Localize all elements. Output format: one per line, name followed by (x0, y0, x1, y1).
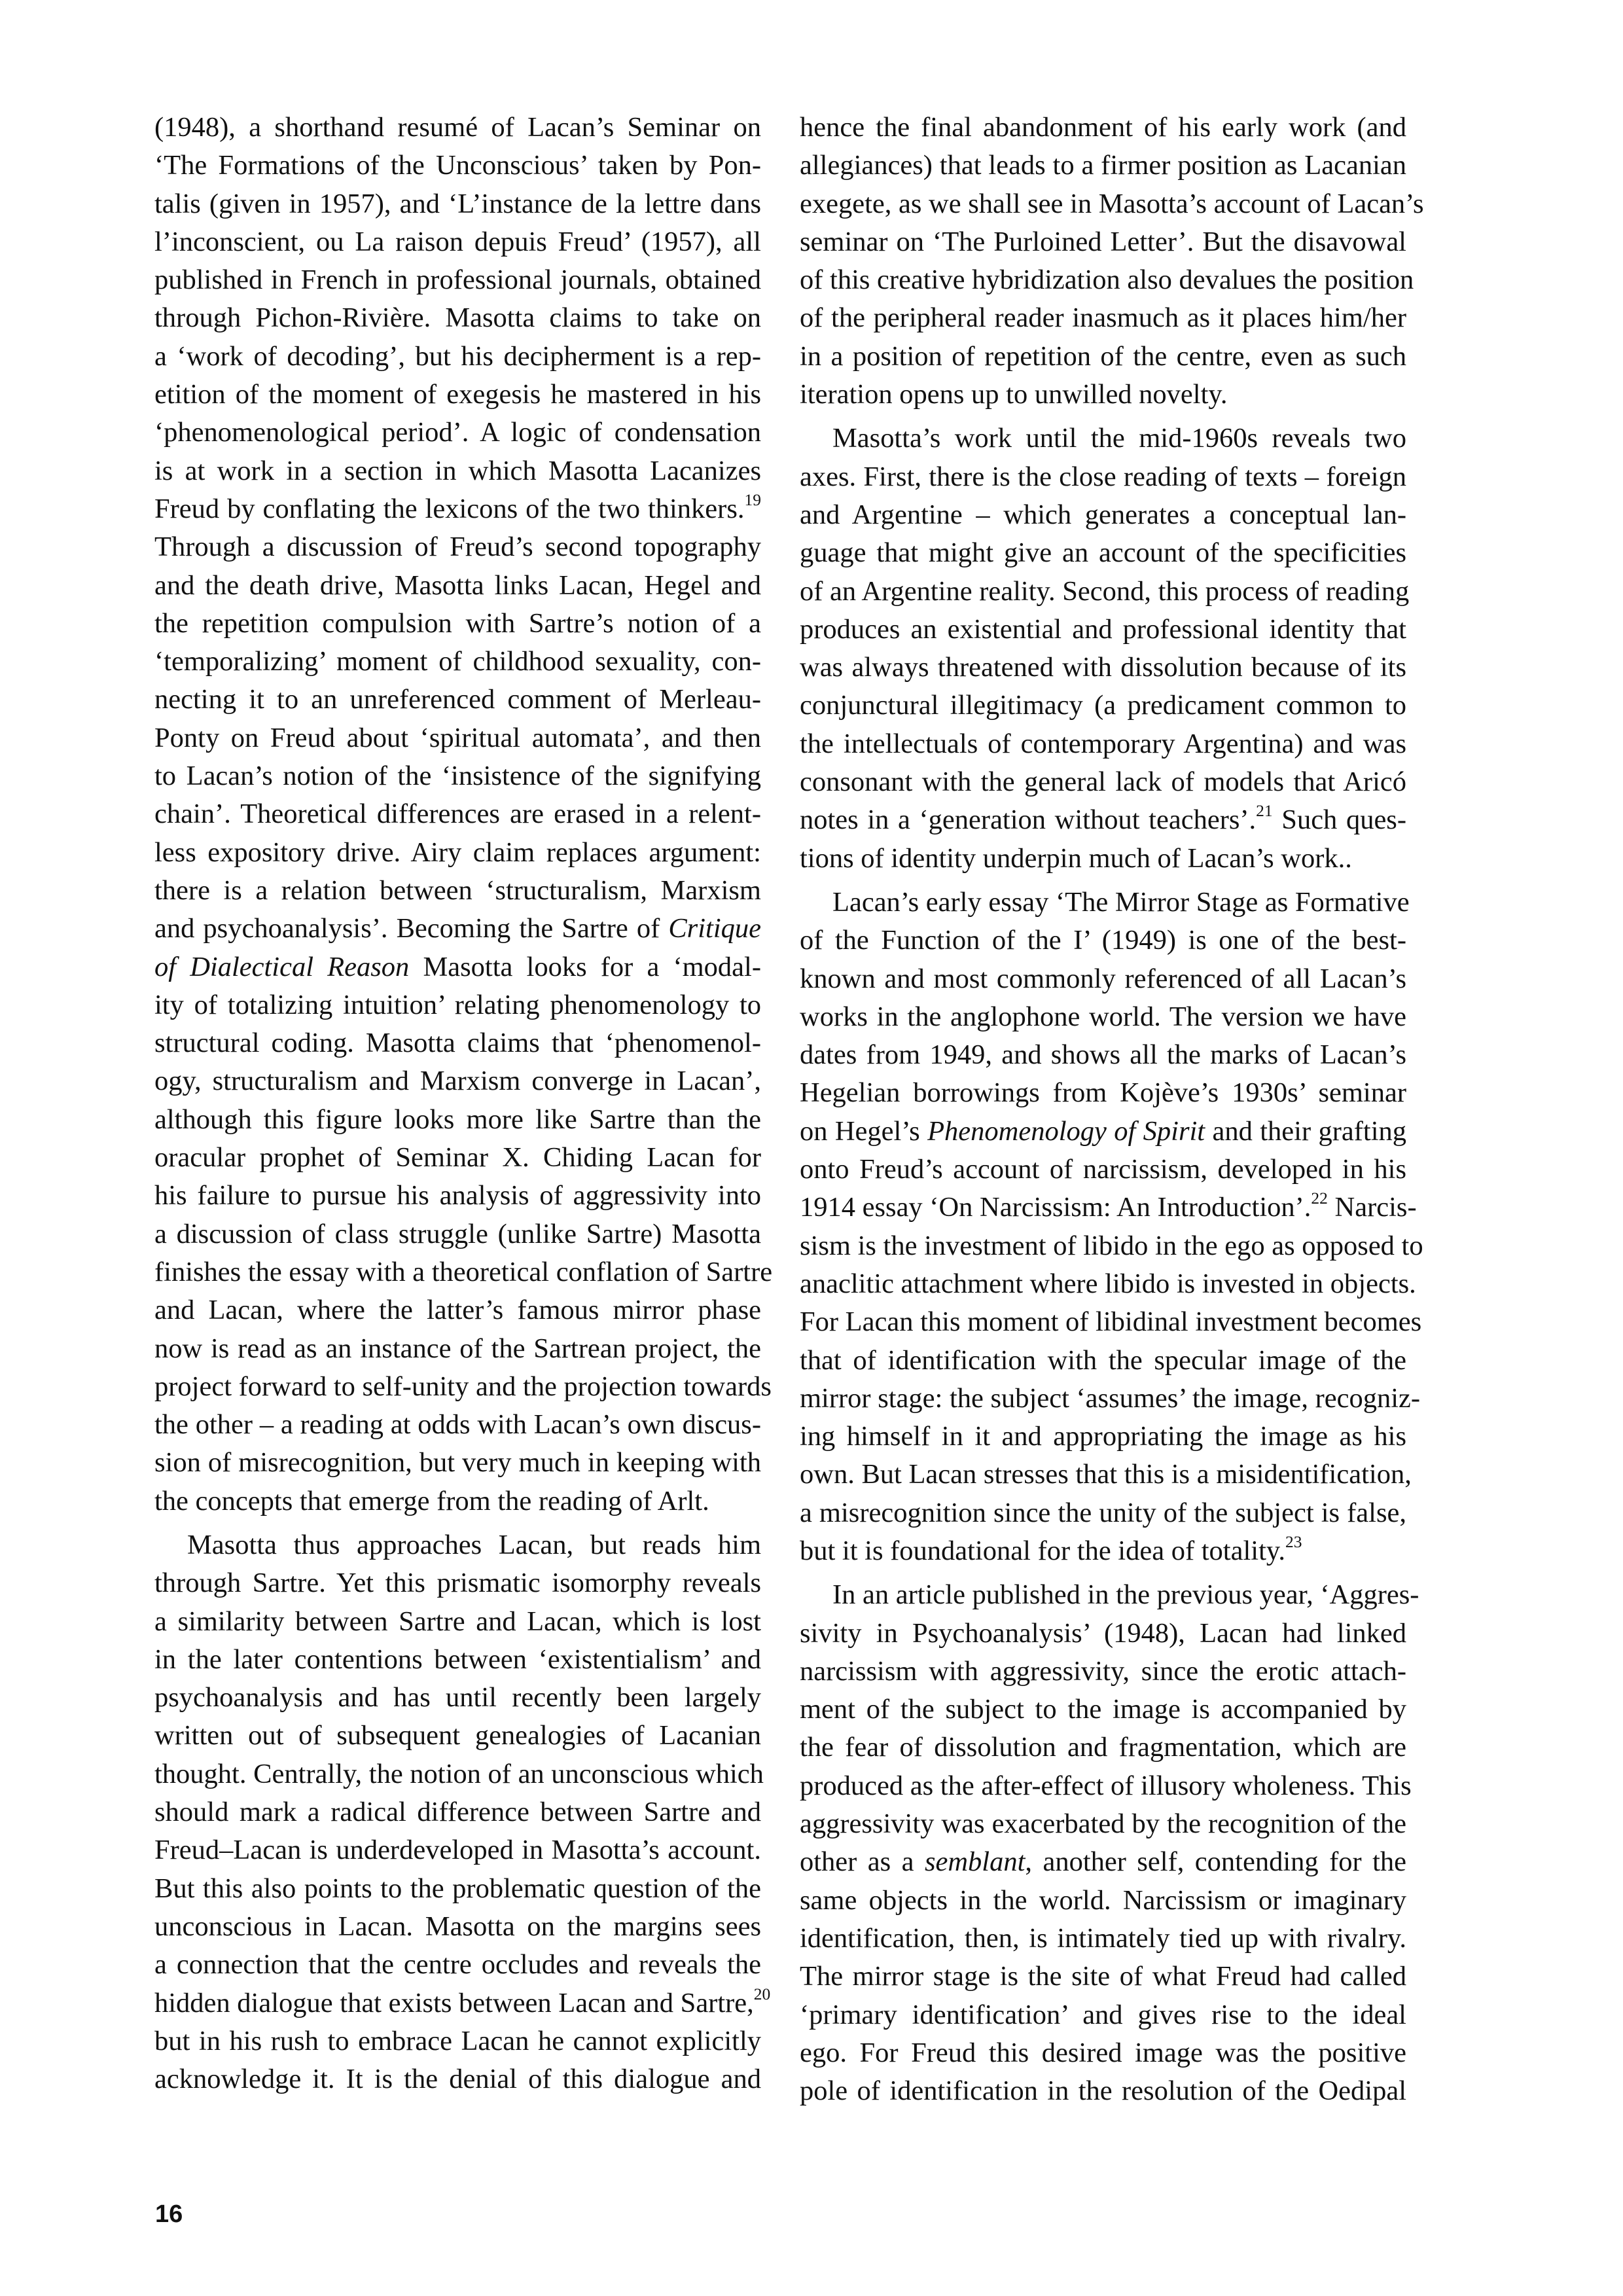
text-segment: to Lacan’s notion of the ‘insistence of the signifying (154, 761, 761, 792)
text-line (800, 840, 1406, 878)
text-line (800, 1074, 1406, 1112)
text-segment: there is a relation between ‘structuralism, Marxism (154, 874, 761, 906)
text-line (154, 1908, 761, 1946)
text-segment: his failure to pursue his analysis of aggressivity into (154, 1180, 761, 1211)
text-segment: produced as the after-effect of illusory wholeness. This (800, 1770, 1412, 1801)
footnote-reference: 21 (1256, 801, 1273, 821)
text-segment: ogy, structuralism and Marxism converge in Lacan’, (154, 1066, 761, 1097)
text-line (800, 458, 1406, 496)
text-line (800, 1227, 1423, 1265)
text-segment: tions of identity underpin much of Lacan’s work.. (800, 842, 1352, 874)
text-line (154, 643, 761, 681)
text-line (154, 567, 761, 605)
text-line (154, 948, 761, 986)
text-line (154, 834, 761, 872)
text-line (800, 420, 1406, 457)
text-segment: ing himself in it and appropriating the image as his (800, 1421, 1406, 1452)
text-segment: Ponty on Freud about ‘spiritual automata’, and then (154, 722, 761, 753)
text-segment: on Hegel’s (800, 1115, 928, 1147)
text-segment: The mirror stage is the site of what Freud had called (800, 1961, 1406, 1992)
text-line (800, 1151, 1406, 1189)
text-segment: a misrecognition since the unity of the subject is false, (800, 1497, 1406, 1528)
text-segment: and Lacan, where the latter’s famous mirror phase (154, 1295, 761, 1326)
text-segment: onto Freud’s account of narcissism, developed in his (800, 1154, 1406, 1185)
text-segment: allegiances) that leads to a firmer position as Lacanian (800, 150, 1406, 181)
text-line (154, 376, 761, 414)
text-line (800, 884, 1410, 922)
text-line (800, 299, 1406, 337)
text-segment: same objects in the world. Narcissism or imaginary (800, 1884, 1406, 1916)
text-line (154, 872, 761, 910)
text-segment: Freud–Lacan is underdeveloped in Masotta’s account. (154, 1835, 761, 1866)
text-line (800, 338, 1406, 376)
text-line (800, 1418, 1406, 1456)
text-line (800, 725, 1406, 763)
text-line (154, 1101, 761, 1139)
text-segment: Lacan’s early essay ‘The Mirror Stage as Formative (832, 886, 1410, 918)
text-line (154, 2022, 761, 2060)
text-segment: works in the anglophone world. The version we have (800, 1001, 1406, 1032)
text-segment: and the death drive, Masotta links Lacan, Hegel and (154, 569, 761, 601)
text-segment: ity of totalizing intuition’ relating phenomenology to (154, 989, 761, 1020)
text-line (800, 1494, 1406, 1532)
text-line (154, 910, 761, 948)
text-segment: that of identification with the specular image of the (800, 1344, 1406, 1376)
text-line (154, 1793, 761, 1831)
text-line (800, 109, 1406, 147)
text-segment: published in French in professional journals, obtained (154, 264, 761, 296)
footnote-reference: 19 (744, 490, 761, 509)
text-segment: a connection that the centre occludes and reveals the (154, 1949, 761, 1981)
text-segment: identification, then, is intimately tied up with rivalry. (800, 1922, 1406, 1954)
text-column-left (154, 109, 773, 2098)
text-line (800, 960, 1406, 998)
text-segment: , another self, contending for the (1025, 1846, 1407, 1878)
text-line (800, 801, 1406, 839)
text-segment: chain’. Theoretical differences are erased in a relent- (154, 798, 761, 830)
text-segment: ‘primary identification’ and gives rise to the ideal (800, 1999, 1406, 2030)
text-segment: talis (given in 1957), and ‘L’instance de la lettre dans (154, 188, 761, 219)
text-segment: of this creative hybridization also devalues the position (800, 264, 1414, 296)
text-line (800, 1958, 1406, 1996)
text-segment: conjunctural illegitimacy (a predicament common to (800, 690, 1406, 721)
footnote-reference: 20 (753, 1984, 771, 2003)
text-segment: ‘phenomenological period’. A logic of condensation (154, 417, 761, 448)
text-segment: of an Argentine reality. Second, this process of reading (800, 575, 1410, 607)
text-line (800, 376, 1406, 414)
text-segment: consonant with the general lack of models that Aricó (800, 766, 1406, 798)
text-segment: finishes the essay with a theoretical conflation of Sartre (154, 1256, 773, 1287)
text-line (800, 649, 1406, 687)
text-line (800, 1805, 1406, 1843)
text-line (154, 1215, 761, 1253)
text-segment: of the Function of the I’ (1949) is one of the best- (800, 925, 1406, 956)
text-line (154, 1564, 761, 1602)
text-segment: But this also points to the problematic question of the (154, 1873, 761, 1904)
text-segment: sion of misrecognition, but very much in keeping with (154, 1447, 761, 1479)
text-segment: axes. First, there is the close reading of texts – foreign (800, 461, 1406, 492)
text-segment: necting it to an unreferenced comment of Merleau- (154, 684, 761, 715)
text-line (154, 1870, 761, 1908)
text-line (800, 223, 1406, 261)
text-line (154, 605, 761, 643)
text-segment: the other – a reading at odds with Lacan’s own discus- (154, 1409, 761, 1441)
text-segment: l’inconscient, ou La raison depuis Freud’ (1957), all (154, 226, 761, 257)
text-segment: Such ques- (1272, 804, 1406, 836)
text-line (154, 1253, 773, 1291)
text-segment: other as a (800, 1846, 925, 1878)
text-line (154, 1946, 761, 1984)
text-segment: unconscious in Lacan. Masotta on the margins sees (154, 1910, 761, 1942)
text-segment: Masotta thus approaches Lacan, but reads him (187, 1529, 761, 1560)
text-segment: known and most commonly referenced of all Lacan’s (800, 963, 1406, 994)
text-segment: sivity in Psychoanalysis’ (1948), Lacan had linked (800, 1617, 1406, 1649)
text-line (154, 1024, 761, 1062)
text-segment: exegete, as we shall see in Masotta’s account of Lacan’s (800, 188, 1424, 219)
text-segment: the repetition compulsion with Sartre’s notion of a (154, 607, 761, 639)
text-line (800, 1996, 1406, 2034)
text-segment: Freud by conflating the lexicons of the two thinkers. (154, 493, 745, 524)
text-segment: project forward to self-unity and the projection towards (154, 1371, 772, 1402)
text-segment: a ‘work of decoding’, but his decipherment is a rep- (154, 340, 761, 372)
text-line (154, 1717, 761, 1755)
text-segment: seminar on ‘The Purloined Letter’. But the disavowal (800, 226, 1406, 257)
text-segment: dates from 1949, and shows all the marks of Lacan’s (800, 1039, 1406, 1071)
text-segment: sism is the investment of libido in the ego as opposed to (800, 1230, 1423, 1261)
text-segment: a similarity between Sartre and Lacan, which is lost (154, 1605, 761, 1637)
text-line (154, 528, 761, 566)
text-line (800, 1767, 1412, 1805)
text-segment: and Argentine – which generates a conceptual lan- (800, 499, 1406, 530)
text-segment: anaclitic attachment where libido is invested in objects. (800, 1268, 1416, 1299)
text-line (154, 1482, 761, 1520)
text-line (154, 490, 761, 528)
text-line (154, 1984, 771, 2022)
text-line (800, 1615, 1406, 1653)
text-line (800, 534, 1406, 572)
italic-title: semblant (924, 1846, 1026, 1878)
text-line (154, 757, 761, 795)
text-segment: produces an existential and professional identity that (800, 613, 1406, 645)
text-segment: ment of the subject to the image is accompanied by (800, 1694, 1406, 1725)
text-line (154, 1291, 761, 1329)
text-segment: narcissism with aggressivity, since the erotic attach- (800, 1655, 1406, 1687)
text-segment: guage that might give an account of the specificities (800, 537, 1406, 569)
text-segment: pole of identification in the resolution of the Oedipal (800, 2075, 1406, 2107)
text-segment: iteration opens up to unwilled novelty. (800, 379, 1228, 410)
text-line (800, 573, 1410, 611)
text-line (154, 185, 761, 223)
text-line (154, 1330, 761, 1368)
text-line (800, 922, 1406, 960)
text-line (800, 261, 1414, 299)
text-line (154, 338, 761, 376)
text-segment: was always threatened with dissolution because of its (800, 652, 1406, 683)
text-segment: Hegelian borrowings from Kojève’s 1930s’ seminar (800, 1077, 1406, 1109)
text-segment: Masotta looks for a ‘modal- (409, 951, 761, 982)
text-line (154, 986, 761, 1024)
text-line (154, 1755, 764, 1793)
text-segment: but in his rush to embrace Lacan he cannot explicitly (154, 2025, 761, 2056)
text-segment: Masotta’s work until the mid-1960s reveals two (832, 423, 1406, 454)
text-line (800, 1265, 1416, 1303)
text-segment: Narcis- (1327, 1192, 1417, 1223)
text-segment: oracular prophet of Seminar X. Chiding Lacan for (154, 1142, 761, 1174)
italic-title: Phenomenology of Spirit (927, 1115, 1205, 1147)
text-line (154, 1603, 761, 1641)
text-line (800, 998, 1406, 1036)
text-segment: written out of subsequent genealogies of Lacanian (154, 1720, 761, 1751)
text-segment: ‘temporalizing’ moment of childhood sexuality, con- (154, 646, 761, 677)
text-segment: is at work in a section in which Masotta Lacanizes (154, 455, 761, 486)
text-line (800, 185, 1424, 223)
text-line (800, 2072, 1406, 2110)
text-segment: acknowledge it. It is the denial of this dialogue and (154, 2064, 761, 2095)
text-segment: (1948), a shorthand resumé of Lacan’s Seminar on (154, 112, 761, 143)
text-line (154, 414, 761, 452)
text-segment: the intellectuals of contemporary Argentina) and was (800, 728, 1406, 759)
text-line (800, 496, 1406, 534)
text-segment: the concepts that emerge from the reading of Arlt. (154, 1485, 709, 1516)
text-line (800, 1036, 1406, 1074)
text-segment: the fear of dissolution and fragmentation, which are (800, 1732, 1406, 1763)
text-line (800, 1653, 1406, 1691)
text-segment: own. But Lacan stresses that this is a misidentification, (800, 1459, 1412, 1490)
text-line (154, 223, 761, 261)
text-segment: Through a discussion of Freud’s second topography (154, 531, 761, 563)
text-line (800, 1532, 1406, 1570)
text-segment: etition of the moment of exegesis he mastered in his (154, 379, 761, 410)
footnote-reference: 23 (1285, 1532, 1302, 1551)
text-line (154, 795, 761, 833)
text-line (154, 1831, 761, 1869)
text-segment: through Pichon-Rivière. Masotta claims to take on (154, 302, 761, 334)
text-line (154, 1641, 761, 1679)
italic-title: of Dialectical Reason (154, 951, 410, 982)
footnote-reference: 22 (1311, 1189, 1328, 1208)
text-segment: notes in a ‘generation without teachers’. (800, 804, 1257, 836)
text-line (154, 261, 761, 299)
text-segment: through Sartre. Yet this prismatic isomorphy reveals (154, 1568, 761, 1599)
text-line (154, 2060, 761, 2098)
text-line (154, 299, 761, 337)
text-segment: a discussion of class struggle (unlike Sartre) Masotta (154, 1218, 761, 1249)
text-segment: now is read as an instance of the Sartrean project, the (154, 1333, 761, 1364)
text-segment: although this figure looks more like Sartre than the (154, 1103, 761, 1135)
text-segment: and their grafting (1205, 1115, 1407, 1147)
text-line (800, 1189, 1417, 1227)
text-segment: ‘The Formations of the Unconscious’ taken by Pon- (154, 150, 761, 181)
text-line (154, 681, 761, 719)
text-line (800, 1456, 1412, 1494)
text-line (800, 1113, 1406, 1151)
text-segment: psychoanalysis and has until recently been largely (154, 1682, 761, 1713)
text-line (800, 1380, 1421, 1418)
text-segment: In an article published in the previous year, ‘Aggres- (832, 1579, 1419, 1611)
text-segment: hidden dialogue that exists between Lacan and Sartre, (154, 1987, 754, 2018)
text-segment: less expository drive. Airy claim replaces argument: (154, 836, 761, 868)
text-segment: in a position of repetition of the centre, even as such (800, 340, 1406, 372)
text-segment: hence the final abandonment of his early work (and (800, 112, 1406, 143)
text-line (800, 2034, 1406, 2072)
text-segment: and psychoanalysis’. Becoming the Sartre of (154, 913, 669, 944)
text-line (800, 1882, 1406, 1920)
text-line (154, 1526, 761, 1564)
text-line (800, 1342, 1406, 1380)
text-line (154, 1139, 761, 1177)
text-column-right (800, 109, 1424, 2110)
text-line (154, 1444, 761, 1482)
text-line (800, 1576, 1419, 1614)
text-line (800, 1303, 1422, 1341)
text-segment: but it is foundational for the idea of totality. (800, 1535, 1286, 1566)
text-segment: structural coding. Masotta claims that ‘phenomenol- (154, 1028, 761, 1059)
italic-title: Critique (668, 913, 761, 944)
text-segment: should mark a radical difference between Sartre and (154, 1797, 761, 1828)
text-line (154, 109, 761, 147)
text-segment: in the later contentions between ‘existentialism’ and (154, 1643, 761, 1675)
text-line (154, 1679, 761, 1717)
text-line (154, 1406, 761, 1444)
text-line (800, 147, 1406, 185)
text-line (800, 1920, 1406, 1958)
text-line (154, 1062, 761, 1100)
text-line (800, 611, 1406, 649)
text-line (800, 687, 1406, 725)
text-line (154, 1368, 772, 1406)
text-segment: thought. Centrally, the notion of an unconscious which (154, 1758, 764, 1789)
text-segment: For Lacan this moment of libidinal investment becomes (800, 1306, 1422, 1338)
text-segment: mirror stage: the subject ‘assumes’ the image, recogniz- (800, 1382, 1421, 1414)
text-segment: ego. For Freud this desired image was the positive (800, 2037, 1406, 2068)
text-segment: of the peripheral reader inasmuch as it places him/her (800, 302, 1406, 334)
text-line (154, 147, 761, 185)
text-segment: 1914 essay ‘On Narcissism: An Introduction’. (800, 1192, 1311, 1223)
text-segment: aggressivity was exacerbated by the recognition of the (800, 1808, 1406, 1840)
text-line (800, 1843, 1406, 1881)
text-line (154, 452, 761, 490)
page-number: 16 (155, 2200, 183, 2228)
text-line (800, 763, 1406, 801)
text-line (800, 1691, 1406, 1729)
text-line (154, 1177, 761, 1215)
text-line (154, 719, 761, 757)
text-line (800, 1729, 1406, 1767)
